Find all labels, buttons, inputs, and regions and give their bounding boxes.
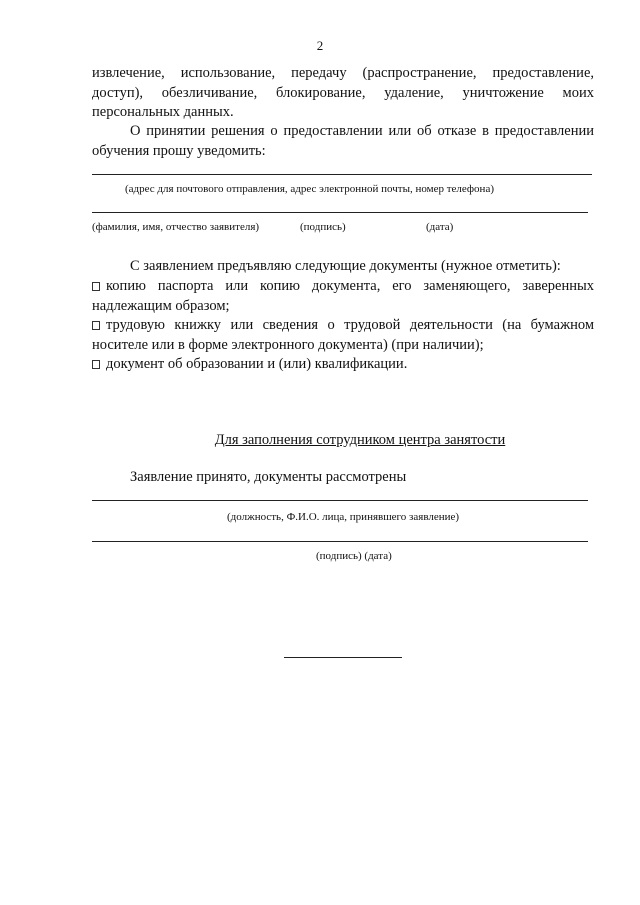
document-option-education[interactable] [92, 355, 594, 375]
position-line [92, 500, 588, 501]
education-checkbox[interactable] [92, 360, 100, 369]
end-separator-line [284, 657, 402, 658]
employee-section-heading: Для заполнения сотрудником центра занятости [214, 432, 506, 448]
applicant-signature-caption: (подпись) [300, 221, 346, 233]
education-option-label: документ об образовании и (или) квалификации. [106, 356, 408, 372]
page-number: 2 [316, 38, 324, 53]
document-option-passport[interactable] [92, 277, 594, 316]
applicant-signature-captions [92, 220, 492, 234]
sign-date-line [92, 541, 588, 542]
sign-date-caption: (подпись) (дата) [316, 550, 392, 562]
applicant-date-caption: (дата) [426, 221, 454, 233]
work-record-option-label: трудовую книжку или сведения о трудовой деятельности (на бумажном носителе или в форме электронного документа) (при наличии); [92, 317, 594, 353]
address-line [92, 174, 592, 175]
address-caption: (адрес для почтового отправления, адрес электронной почты, номер телефона) [125, 183, 494, 195]
documents-intro: С заявлением предъявляю следующие документы (нужное отметить): [130, 258, 561, 274]
document-option-work-record[interactable] [92, 316, 594, 355]
applicant-signature-line [92, 212, 588, 213]
passport-checkbox[interactable] [92, 282, 100, 291]
consent-paragraph: извлечение, использование, передачу (распространение, предоставление, доступ), обезличивание, блокирование, удаление, уничтожение моих персональных данных. [92, 65, 594, 120]
position-caption: (должность, Ф.И.О. лица, принявшего заявление) [227, 511, 460, 523]
passport-option-label: копию паспорта или копию документа, его заменяющего, заверенных надлежащим образом; [92, 278, 594, 314]
notification-paragraph: О принятии решения о предоставлении или об отказе в предоставлении обучения прошу уведомить: [92, 123, 594, 159]
employee-section-heading-wrap [0, 431, 640, 450]
applicant-name-caption: (фамилия, имя, отчество заявителя) [92, 221, 260, 233]
work-record-checkbox[interactable] [92, 321, 100, 330]
accepted-text: Заявление принято, документы рассмотрены [130, 469, 407, 485]
